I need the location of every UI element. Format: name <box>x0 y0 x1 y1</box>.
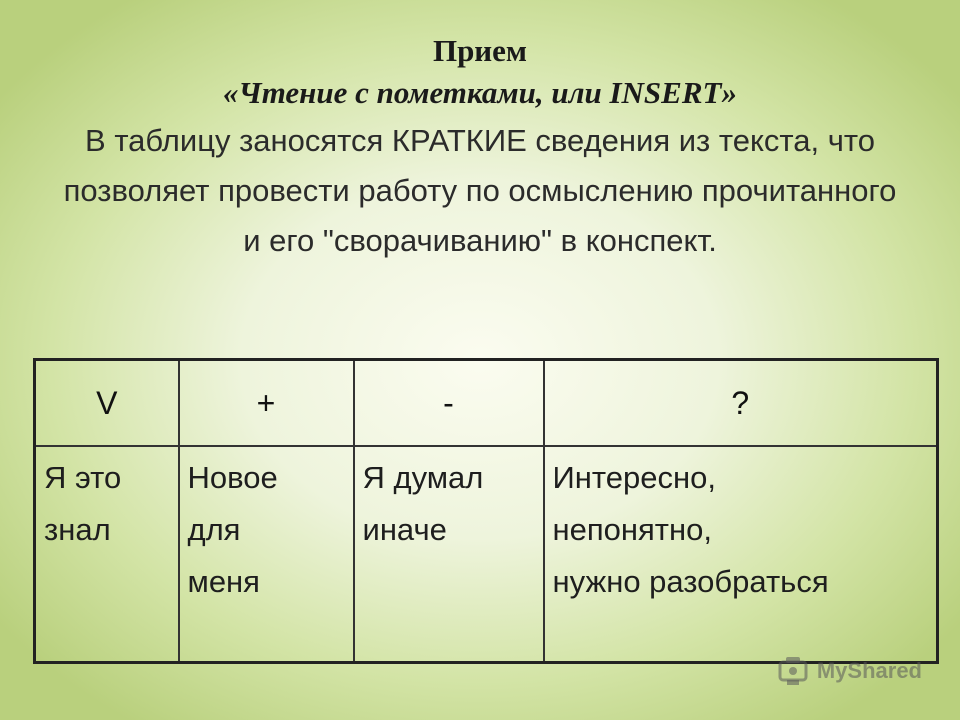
cell-known: Я это знал <box>35 446 179 663</box>
slide-title: Прием <box>432 33 528 68</box>
cell-question: Интересно, непонятно, нужно разобраться <box>544 446 938 663</box>
watermark-text: MyShared <box>816 658 922 683</box>
myshared-logo-icon <box>777 654 811 688</box>
slide-header <box>0 30 960 266</box>
header-new-mark: + <box>179 360 354 447</box>
table-header-row <box>35 360 938 447</box>
header-question-mark: ? <box>544 360 938 447</box>
header-known-mark: V <box>35 360 179 447</box>
cell-contradict: Я думал иначе <box>354 446 544 663</box>
insert-table <box>33 358 939 664</box>
header-contradict-mark: - <box>354 360 544 447</box>
myshared-watermark <box>777 654 922 688</box>
table-row <box>35 446 938 663</box>
cell-new: Новое для меня <box>179 446 354 663</box>
slide-subtitle: «Чтение с пометками, или INSERT» <box>223 75 737 110</box>
intro-paragraph: В таблицу заносятся КРАТКИЕ сведения из текста, что позволяет провести работу по осмыслению прочитанного и его "сворачиванию" в конспект. <box>63 123 897 258</box>
